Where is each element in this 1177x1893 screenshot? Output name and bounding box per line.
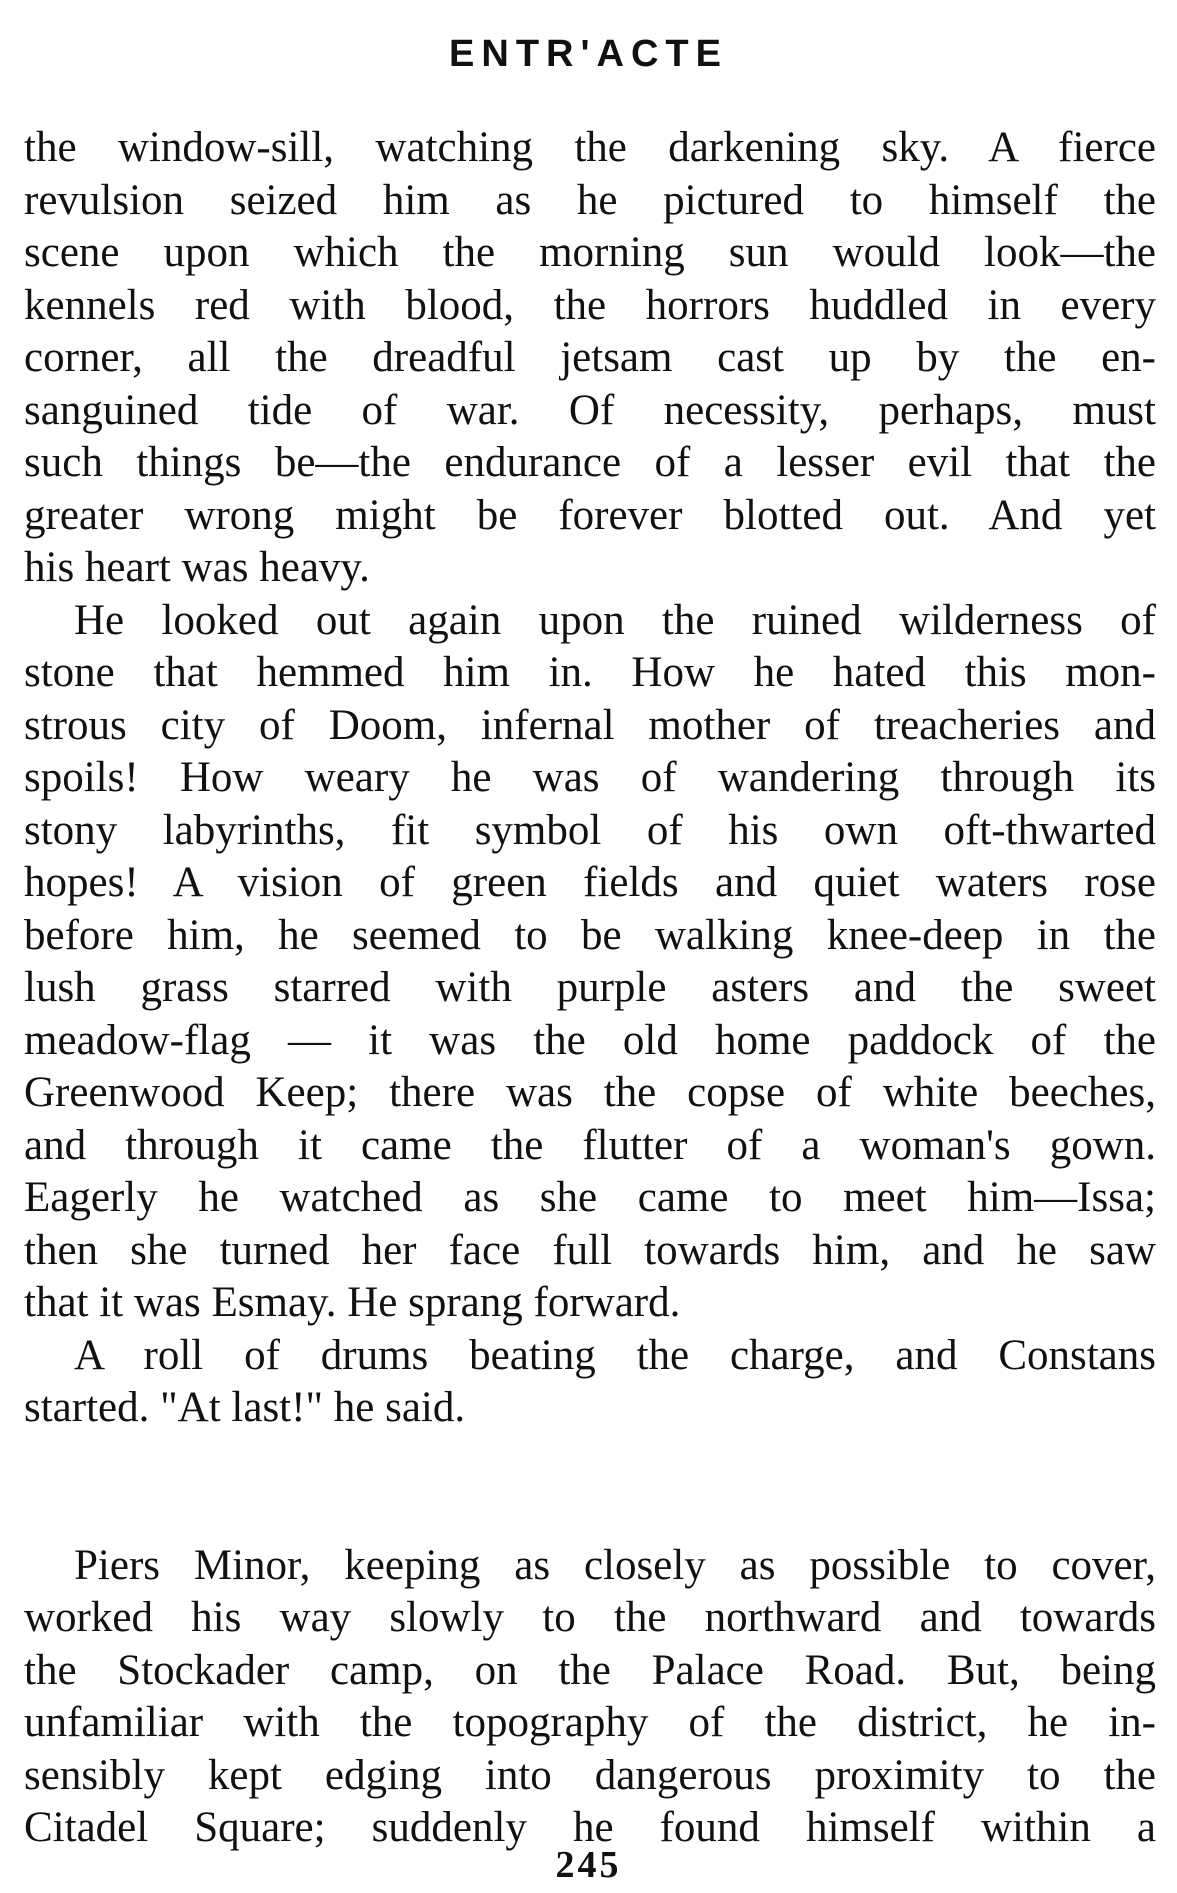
paragraph-2: [24, 595, 1156, 1330]
text-line: He looked out again upon the ruined wilderness of: [74, 596, 1156, 644]
text-line: scene upon which the morning sun would look—the: [24, 229, 1156, 276]
text-line: corner, all the dreadful jetsam cast up by the en-: [24, 334, 1156, 381]
text-line: worked his way slowly to the northward and towards: [24, 1594, 1156, 1641]
text-line: the window-sill, watching the darkening sky. A fierce: [24, 124, 1156, 171]
text-line: strous city of Doom, infernal mother of treacheries and: [24, 701, 1156, 749]
text-line: unfamiliar with the topography of the district, he in-: [24, 1699, 1156, 1746]
text-line: lush grass starred with purple asters and the sweet: [24, 964, 1156, 1011]
text-line: meadow-flag — it was the old home paddock of the: [24, 1016, 1156, 1064]
text-line: kennels red with blood, the horrors huddled in every: [24, 281, 1156, 329]
text-line: Eagerly he watched as she came to meet him—Issa;: [24, 1174, 1156, 1221]
text-line: spoils! How weary he was of wandering through its: [24, 754, 1156, 801]
text-line: Citadel Square; suddenly he found himself within a: [24, 1804, 1156, 1851]
text-line: greater wrong might be forever blotted out. And yet: [24, 491, 1156, 539]
text-line: revulsion seized him as he pictured to himself the: [24, 176, 1156, 224]
text-line: started. "At last!" he said.: [24, 1384, 466, 1431]
text-line: stone that hemmed him in. How he hated this mon-: [24, 649, 1156, 696]
text-line: then she turned her face full towards him, and he saw: [24, 1226, 1156, 1274]
text-line: and through it came the flutter of a woman's gown.: [24, 1121, 1156, 1169]
text-line: stony labyrinths, fit symbol of his own oft-thwarted: [24, 806, 1156, 854]
text-line: sensibly kept edging into dangerous proximity to the: [24, 1751, 1156, 1799]
text-line: hopes! A vision of green fields and quiet waters rose: [24, 859, 1156, 906]
running-title: ENTR'ACTE: [449, 33, 728, 75]
text-line: the Stockader camp, on the Palace Road. But, being: [24, 1646, 1156, 1694]
text-line: sanguined tide of war. Of necessity, perhaps, must: [24, 386, 1156, 434]
text-line: Greenwood Keep; there was the copse of white beeches,: [24, 1069, 1156, 1116]
text-line: Piers Minor, keeping as closely as possible to cover,: [74, 1541, 1156, 1589]
body-text: [24, 122, 1156, 1855]
text-line: A roll of drums beating the charge, and Constans: [74, 1331, 1156, 1379]
text-line: such things be—the endurance of a lesser evil that the: [24, 439, 1156, 486]
text-line: that it was Esmay. He sprang forward.: [24, 1279, 681, 1326]
paragraph-4: [24, 1540, 1156, 1855]
page-number: 245: [555, 1844, 622, 1886]
paragraph-1: [24, 122, 1156, 595]
text-line: before him, he seemed to be walking knee-deep in the: [24, 911, 1156, 959]
text-line: his heart was heavy.: [24, 544, 370, 591]
paragraph-3: [24, 1330, 1156, 1435]
section-break: [24, 1435, 1156, 1540]
